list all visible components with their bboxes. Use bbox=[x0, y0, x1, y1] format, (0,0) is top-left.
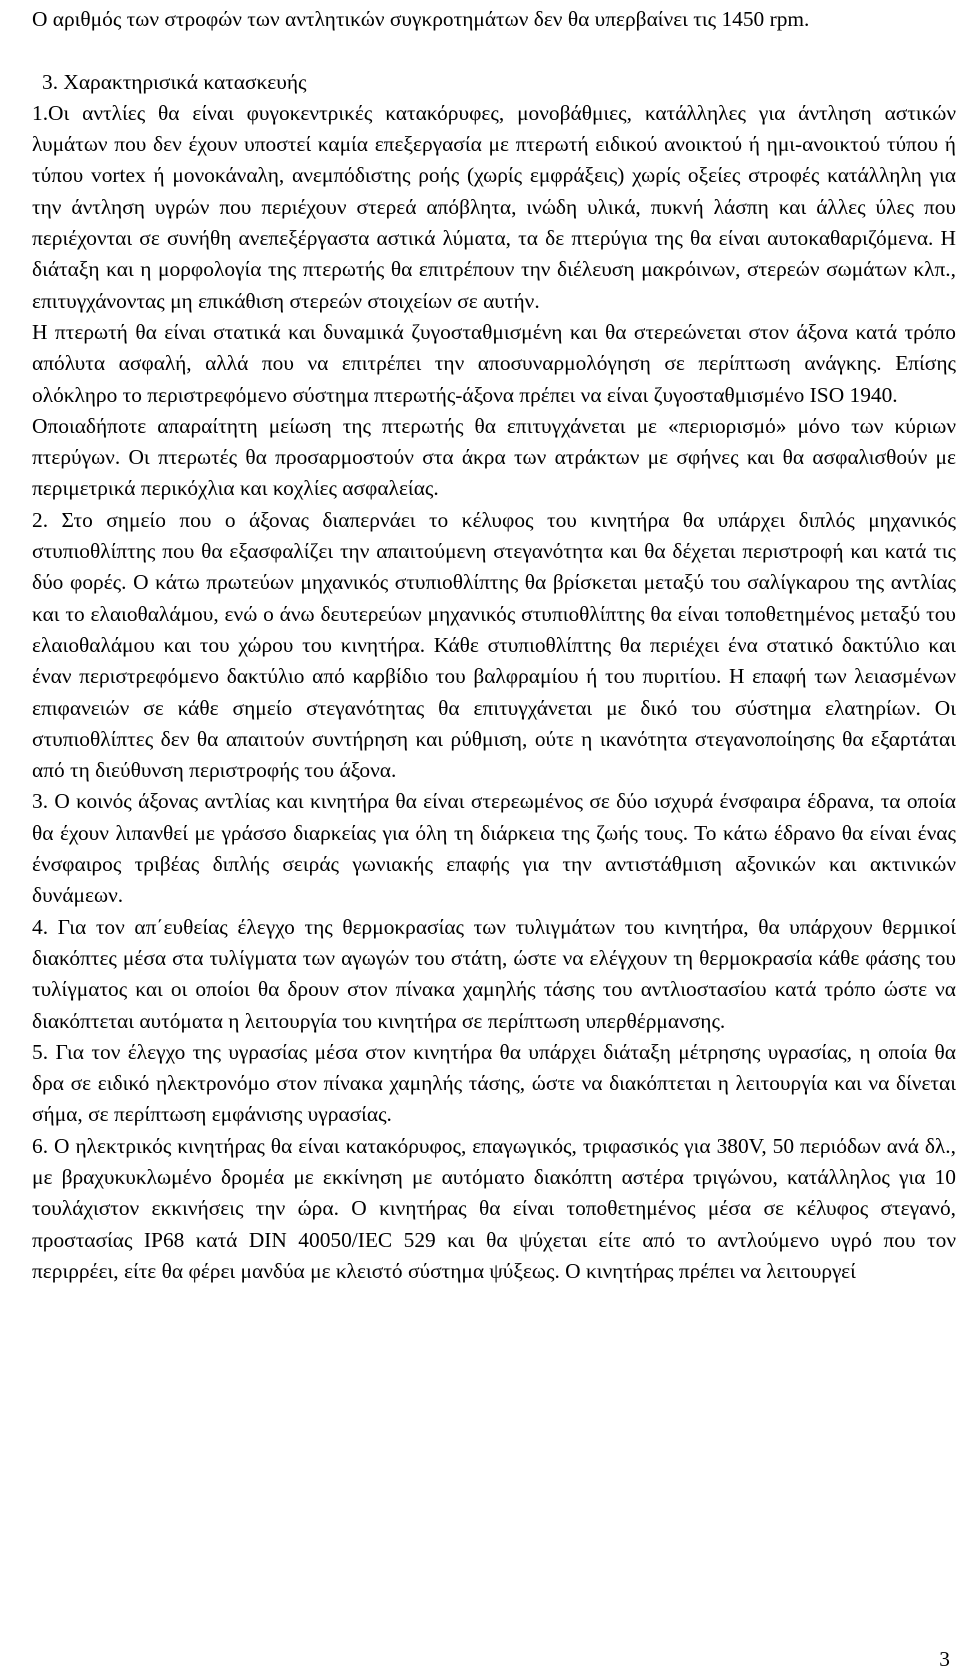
paragraph-spacer bbox=[32, 35, 956, 66]
body-paragraph: Η πτερωτή θα είναι στατικά και δυναμικά ζυγοσταθμισμένη και θα στερεώνεται στον άξονα κατά τρόπο απόλυτα ασφαλή, αλλά που να επιτρέπει την αποσυναρμολόγηση σε περίπτωση ανάγκης. Επίσης ολόκληρο το περιστρεφόμενο σύστημα πτερωτής-άξονα πρέπει να είναι ζυγοσταθμισμένο ISO 1940. bbox=[32, 319, 956, 407]
body-paragraph: 1.Οι αντλίες θα είναι φυγοκεντρικές κατακόρυφες, μονοβάθμιες, κατάλληλες για άντληση αστικών λυμάτων που δεν έχουν υποστεί καμία επεξεργασία με πτερωτή ειδικού ανοικτού ή ημι-ανοικτού τύπου ή τύπου vortex ή μονοκάναλη, ανεμπόδιστης ροής (χωρίς εμφράξεις) χωρίς οξείες στροφές κατάλληλη για την άντληση υγρών που περιέχουν στερεά απόβλητα, ινώδη υλικά, πυκνή λάσπη και άλλες ύλες που περιέχονται σε συνήθη ανεπεξέργαστα αστικά λύματα, τα δε πτερύγια της θα είναι αυτοκαθαριζόμενα. Η διάταξη και η μορφολογία της πτερωτής θα επιτρέπουν την διέλευση μακρόινων, στερεών σωμάτων κλπ., επιτυγχάνοντας μη επικάθιση στερεών στοιχείων σε αυτήν. bbox=[32, 100, 956, 313]
section-heading: 3. Χαρακτηρισικά κατασκευής bbox=[42, 69, 307, 94]
body-paragraph: 6. Ο ηλεκτρικός κινητήρας θα είναι κατακόρυφος, επαγωγικός, τριφασικός για 380V, 50 περιόδων ανά δλ., με βραχυκυκλωμένο δρομέα με εκκίνηση με αυτόματο διακόπτη αστέρα τριγώνου, κατάλληλος για 10 τουλάχιστον εκκινήσεις την ώρα. Ο κινητήρας θα είναι τοποθετημένος μέσα σε κέλυφος στεγανό, προστασίας IP68 κατά DIN 40050/IEC 529 και θα ψύχεται είτε από το αντλούμενο υγρό που τον περιρρέει, είτε θα φέρει μανδύα με κλειστό σύστημα ψύξεως. Ο κινητήρας πρέπει να λειτουργεί bbox=[32, 1133, 956, 1283]
body-paragraph: 4. Για τον απ΄ευθείας έλεγχο της θερμοκρασίας των τυλιγμάτων του κινητήρα, θα υπάρχουν θερμικοί διακόπτες μέσα στα τυλίγματα των αγωγών του στάτη, ώστε να ελέγχουν τη θερμοκρασία κάθε φάσης του τυλίγματος και οι οποίοι θα δρουν στον πίνακα χαμηλής τάσης του αντλιοστασίου κατά τρόπο ώστε να διακόπτεται αυτόματα η λειτουργία του κινητήρα σε περίπτωση υπερθέρμανσης. bbox=[32, 914, 956, 1033]
page-number: 3 bbox=[939, 1647, 950, 1671]
body-paragraph: Οποιαδήποτε απαραίτητη μείωση της πτερωτής θα επιτυγχάνεται με «περιορισμό» μόνο των κύριων πτερύγων. Οι πτερωτές θα προσαρμοστούν στα άκρα των ατράκτων με σφήνες και θα ασφαλισθούν με περιμετρικά περικόχλια και κοχλίες ασφαλείας. bbox=[32, 413, 956, 501]
intro-paragraph: Ο αριθμός των στροφών των αντλητικών συγκροτημάτων δεν θα υπερβαίνει τις 1450 rpm. bbox=[32, 7, 810, 31]
body-paragraph: 3. Ο κοινός άξονας αντλίας και κινητήρα θα είναι στερεωμένος σε δύο ισχυρά ένσφαιρα έδρανα, τα οποία θα έχουν λιπανθεί με γράσσο διαρκείας για όλη τη διάρκεια της ζωής τους. Το κάτω έδρανο θα είναι ένας ένσφαιρος τριβέας διπλής σειράς γωνιακής επαφής για την αντιστάθμιση αξονικών και ακτινικών δυνάμεων. bbox=[32, 789, 956, 908]
body-paragraph: 2. Στο σημείο που ο άξονας διαπερνάει το κέλυφος του κινητήρα θα υπάρχει διπλός μηχανικός στυπιοθλίπτης που θα εξασφαλίζει την απαιτούμενη στεγανότητα και θα δέχεται περιστροφή και κατά τις δύο φορές. Ο κάτω πρωτεύων μηχανικός στυπιοθλίπτης θα βρίσκεται μεταξύ του σαλίγκαρου της αντλίας και το ελαιοθαλάμου, ενώ ο άνω δευτερεύων μηχανικός στυπιοθλίπτης θα είναι τοποθετημένος μεταξύ του ελαιοθαλάμου και του χώρου του κινητήρα. Κάθε στυπιοθλίπτης θα περιέχει ένα στατικό δακτύλιο και έναν περιστρεφόμενο δακτύλιο από καρβίδιο του βαλφραμίου ή του πυριτίου. Η επαφή των λειασμένων επιφανειών σε κάθε σημείο στεγανότητας θα επιτυγχάνεται με δικό του σύστημα ελατηρίων. Οι στυπιοθλίπτες δεν θα απαιτούν συντήρηση και ρύθμιση, ούτε η ικανότητα στεγανοποίησης θα εξαρτάται από τη διεύθυνση περιστροφής του άξονα. bbox=[32, 507, 956, 783]
document-body bbox=[32, 4, 956, 1287]
body-paragraph: 5. Για τον έλεγχο της υγρασίας μέσα στον κινητήρα θα υπάρχει διάταξη μέτρησης υγρασίας, η οποία θα δρα σε ειδικό ηλεκτρονόμο στον πίνακα χαμηλής τάσης, ώστε να διακόπτεται η λειτουργία και να δίνεται σήμα, σε περίπτωση εμφάνισης υγρασίας. bbox=[32, 1039, 956, 1127]
